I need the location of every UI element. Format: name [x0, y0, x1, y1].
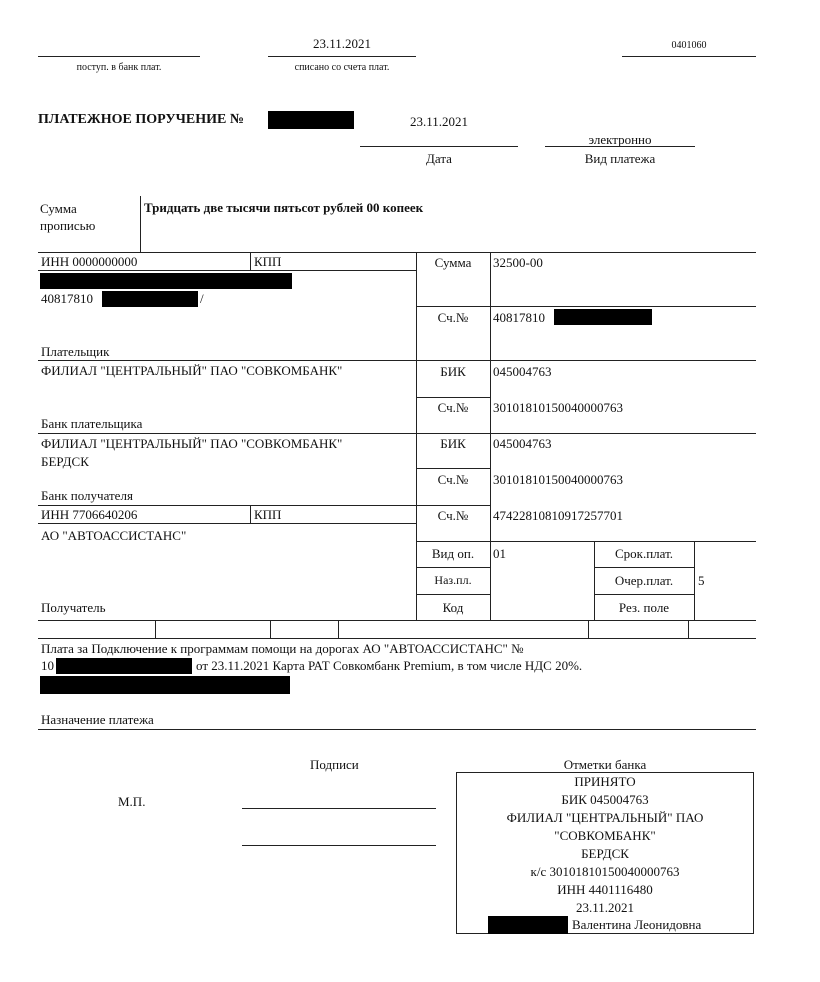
grid-line	[38, 252, 756, 253]
payment-type-label: Вид платежа	[584, 151, 656, 166]
grid-line	[155, 620, 156, 638]
payer-inn: ИНН 0000000000	[41, 254, 138, 269]
bank-stamp-line: ФИЛИАЛ "ЦЕНТРАЛЬНЫЙ" ПАО	[506, 810, 704, 825]
amount-words-value: Тридцать две тысячи пятьсот рублей 00 копеек	[144, 200, 424, 215]
amount-words-divider	[140, 196, 141, 252]
date-label: Дата	[426, 151, 452, 166]
bank-stamp-box	[456, 772, 754, 934]
grid-line	[594, 567, 694, 568]
signature-line-1	[242, 808, 436, 809]
redaction-payer-name	[40, 273, 292, 289]
bank-stamp-line: ИНН 4401116480	[557, 882, 653, 897]
grid-line	[270, 620, 271, 638]
bank-received-line	[38, 56, 200, 57]
bank-marks-label: Отметки банка	[563, 757, 647, 772]
vid-op-label: Вид оп.	[431, 546, 475, 561]
recip-corr-label: Сч.№	[437, 472, 469, 487]
recipient-bank-city: БЕРДСК	[41, 454, 89, 469]
date-line	[360, 146, 518, 147]
bank-signer: Валентина Леонидовна	[572, 917, 702, 932]
bank-stamp-line: 23.11.2021	[575, 900, 635, 915]
grid-line	[490, 252, 491, 620]
naz-pl-label: Наз.пл.	[434, 573, 472, 587]
signatures-label: Подписи	[310, 757, 359, 772]
recip-bik-label: БИК	[440, 436, 466, 451]
grid-line	[338, 620, 339, 638]
payer-account-prefix: 40817810	[41, 291, 93, 306]
purpose-line1: Плата за Подключение к программам помощи на дорогах АО "АВТОАССИСТАНС" №	[41, 641, 524, 656]
debited-line	[268, 56, 416, 57]
payment-type-line	[545, 146, 695, 147]
bank-stamp-line: БЕРДСК	[581, 846, 629, 861]
payment-type: электронно	[588, 132, 652, 147]
grid-line	[38, 270, 416, 271]
grid-line	[416, 567, 490, 568]
purpose-line2-prefix: 10	[41, 658, 54, 673]
debited-label: списано со счета плат.	[294, 62, 390, 73]
document-title: ПЛАТЕЖНОЕ ПОРУЧЕНИЕ №	[38, 112, 244, 127]
grid-line	[38, 360, 756, 361]
payer-account-suffix: /	[200, 291, 204, 306]
recipient-bank-name: ФИЛИАЛ "ЦЕНТРАЛЬНЫЙ" ПАО "СОВКОМБАНК"	[41, 436, 343, 451]
grid-line	[38, 620, 756, 621]
recip-bik-value: 045004763	[493, 436, 552, 451]
grid-line	[416, 397, 490, 398]
rez-label: Рез. поле	[618, 600, 670, 615]
purpose-line2-rest: от 23.11.2021 Карта РАТ Совкомбанк Premium, в том числе НДС 20%.	[196, 658, 583, 673]
payer-label: Плательщик	[41, 344, 110, 359]
ocher-label: Очер.плат.	[614, 573, 674, 588]
payer-bank-name: ФИЛИАЛ "ЦЕНТРАЛЬНЫЙ" ПАО "СОВКОМБАНК"	[41, 363, 343, 378]
payer-kpp-label: КПП	[254, 254, 282, 269]
grid-line	[416, 541, 756, 542]
grid-line	[694, 541, 695, 620]
recip-acc-value: 47422810810917257701	[493, 508, 623, 523]
grid-line	[38, 505, 490, 506]
redaction-doc-number	[268, 111, 354, 129]
debited-date: 23.11.2021	[312, 36, 372, 51]
redaction-signer-surname	[488, 916, 568, 934]
grid-line	[594, 594, 694, 595]
bank-received-label: поступ. в банк плат.	[76, 62, 162, 73]
bank-stamp-line: к/с 30101810150040000763	[530, 864, 680, 879]
payer-acc-prefix: 40817810	[493, 310, 545, 325]
grid-line	[250, 505, 251, 523]
document-date: 23.11.2021	[409, 114, 469, 129]
payer-acc-label: Сч.№	[437, 310, 469, 325]
grid-line	[416, 468, 490, 469]
bank-stamp-line: ПРИНЯТО	[574, 774, 636, 789]
bank-stamp-line: БИК 045004763	[561, 792, 649, 807]
recipient-label: Получатель	[41, 600, 106, 615]
amount-words-label: Сумма прописью	[40, 201, 96, 233]
grid-line	[588, 620, 589, 638]
recip-acc-label: Сч.№	[437, 508, 469, 523]
vid-op-value: 01	[493, 546, 506, 561]
recipient-inn: ИНН 7706640206	[41, 507, 138, 522]
redaction-purpose-extra	[40, 676, 290, 694]
kod-label: Код	[442, 600, 464, 615]
srok-label: Срок.плат.	[614, 546, 674, 561]
grid-line	[38, 523, 416, 524]
payer-bank-label: Банк плательщика	[41, 416, 143, 431]
grid-line	[38, 638, 756, 639]
ocher-value: 5	[698, 573, 705, 588]
form-code: 0401060	[671, 40, 707, 51]
grid-line	[416, 306, 756, 307]
payer-bik-value: 045004763	[493, 364, 552, 379]
recipient-name: АО "АВТОАССИСТАНС"	[41, 528, 187, 543]
sum-value: 32500-00	[493, 255, 543, 270]
purpose-bottom-line	[38, 729, 756, 730]
payer-bik-label: БИК	[440, 364, 466, 379]
recip-corr-value: 30101810150040000763	[493, 472, 623, 487]
redaction-contract-number	[56, 658, 192, 674]
purpose-label: Назначение платежа	[41, 712, 154, 727]
signature-line-2	[242, 845, 436, 846]
grid-line	[688, 620, 689, 638]
grid-line	[38, 433, 756, 434]
stamp-label: М.П.	[118, 794, 146, 809]
sum-label: Сумма	[434, 255, 472, 270]
form-code-line	[622, 56, 756, 57]
redaction-payer-account	[102, 291, 198, 307]
redaction-payer-acc-right	[554, 309, 652, 325]
payer-corr-label: Сч.№	[437, 400, 469, 415]
payer-corr-value: 30101810150040000763	[493, 400, 623, 415]
recipient-bank-label: Банк получателя	[41, 488, 133, 503]
bank-stamp-line: "СОВКОМБАНК"	[554, 828, 656, 843]
grid-line	[416, 594, 490, 595]
grid-line	[250, 252, 251, 270]
recipient-kpp-label: КПП	[254, 507, 282, 522]
